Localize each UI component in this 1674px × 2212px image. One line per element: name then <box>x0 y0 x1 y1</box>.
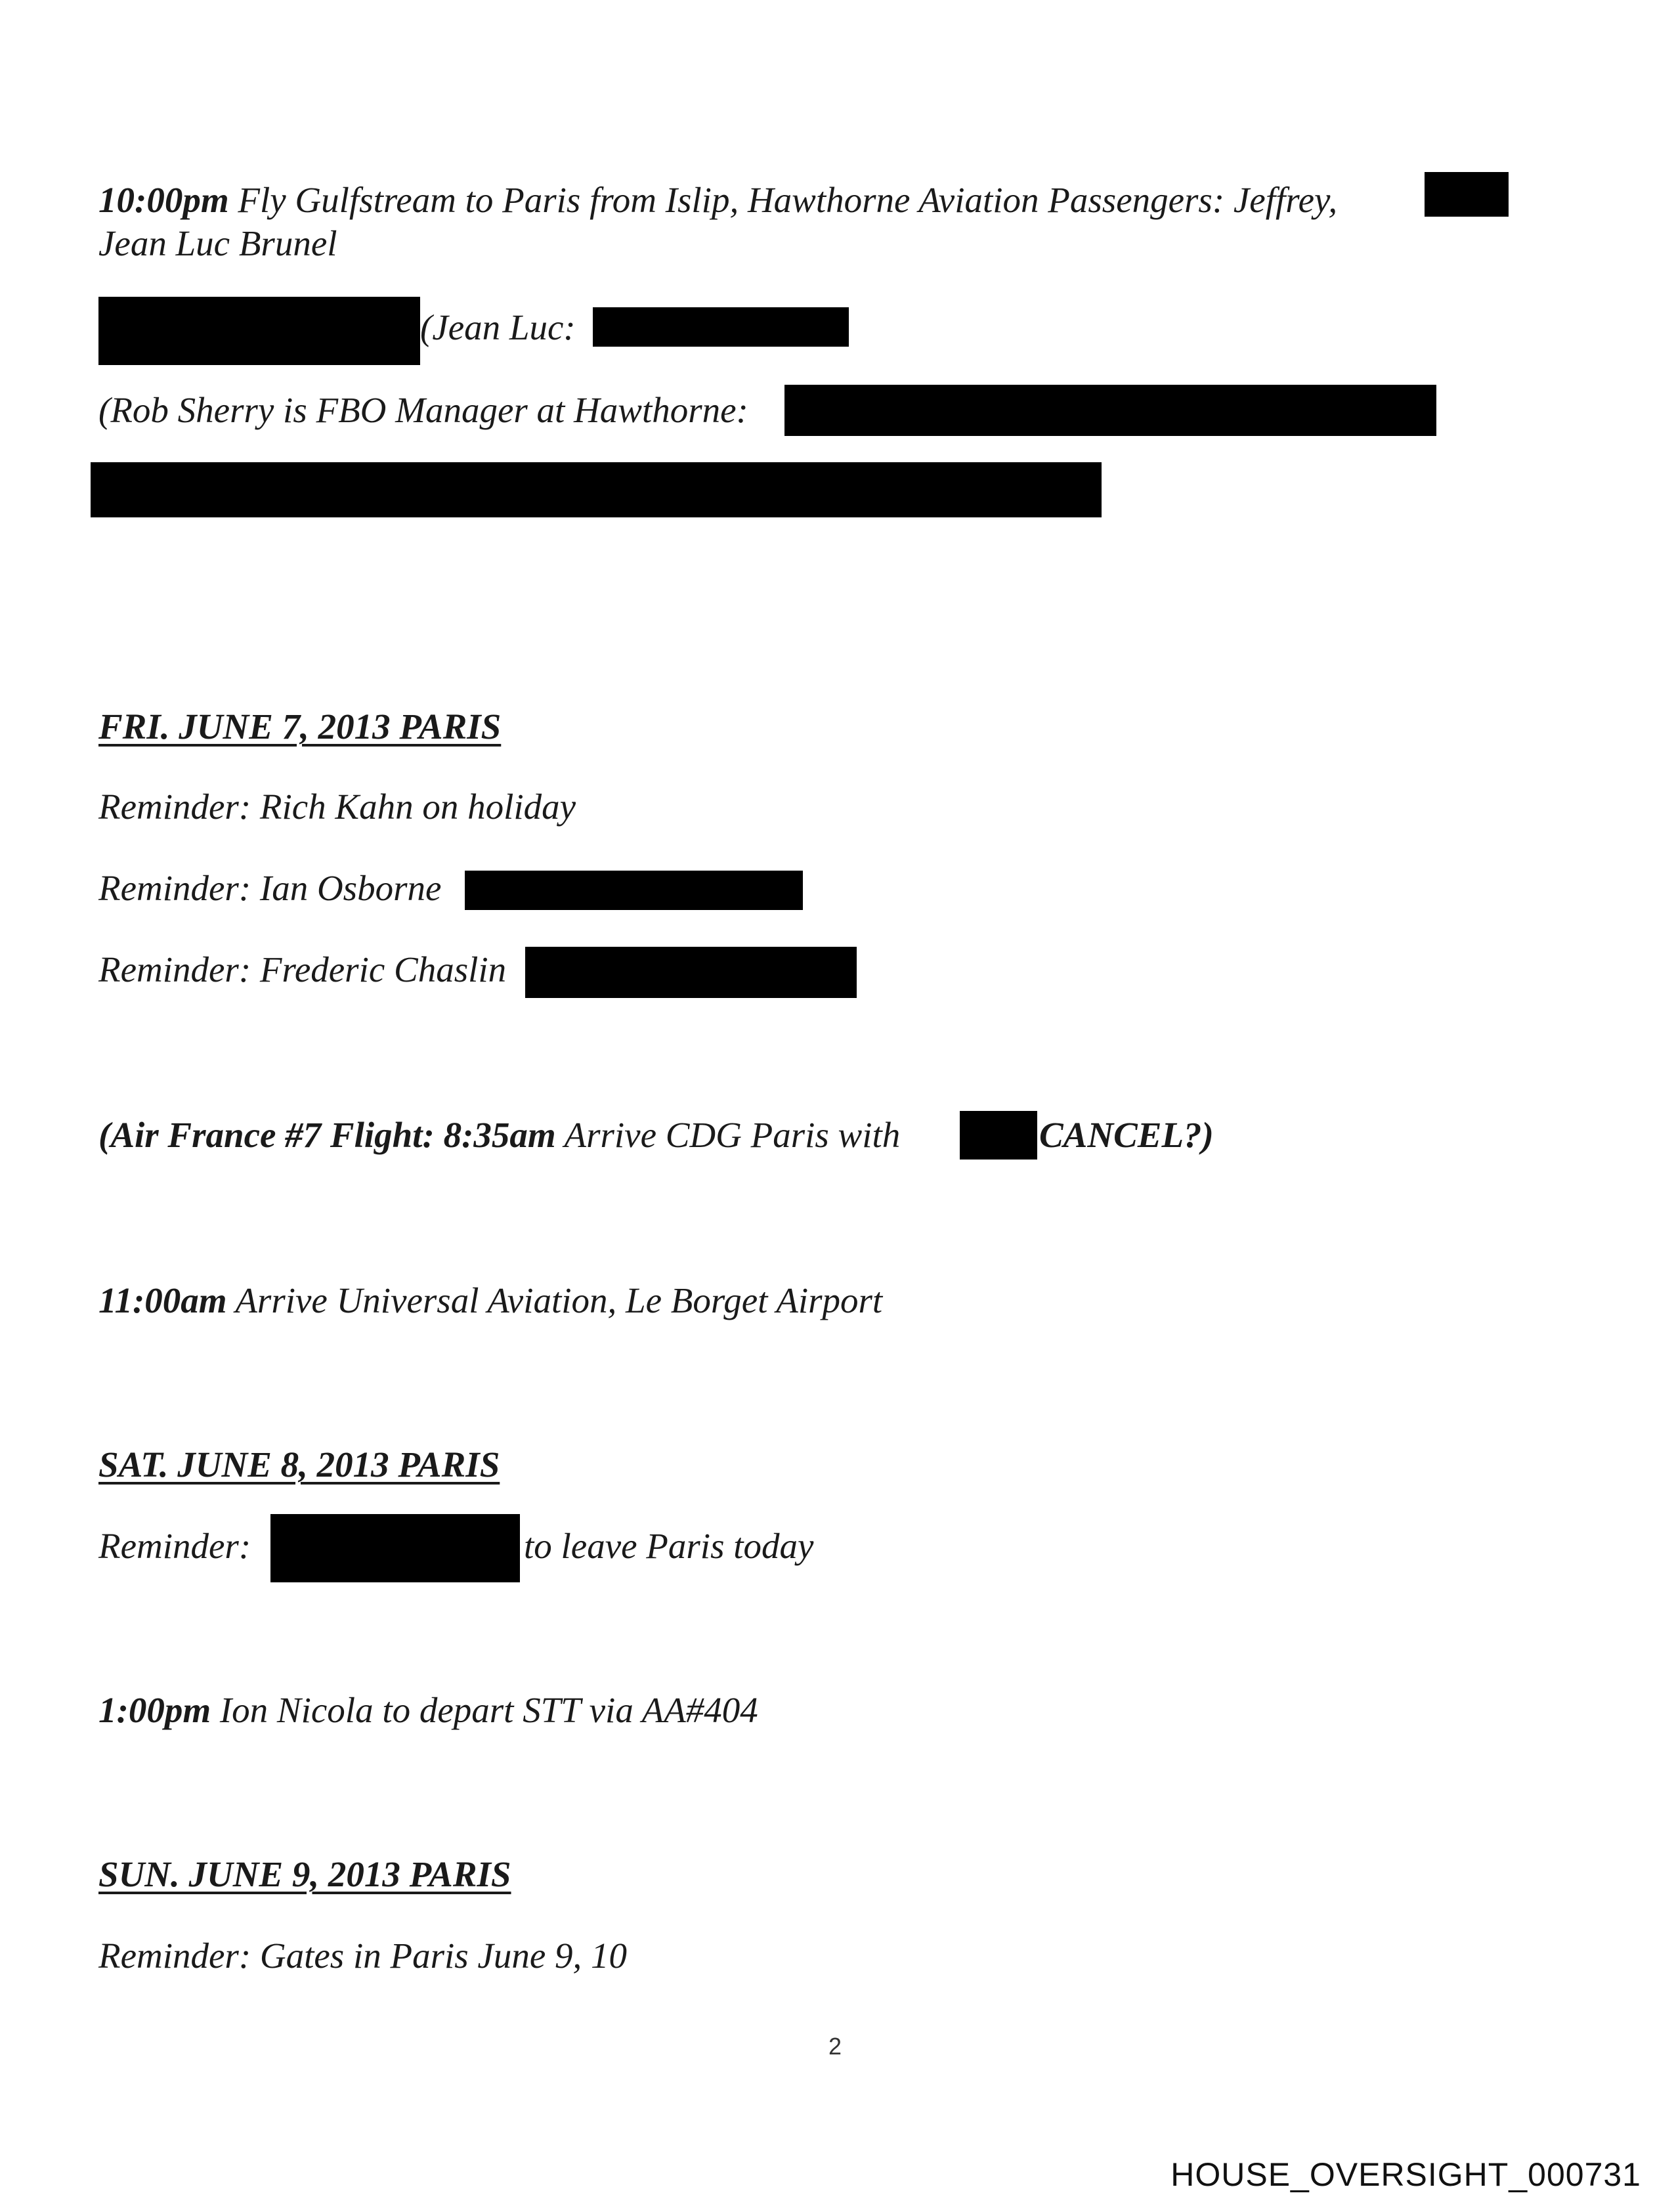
redaction-block <box>98 297 420 365</box>
redaction-block <box>270 1514 520 1582</box>
reminder-saturday-text: to leave Paris today <box>524 1526 814 1566</box>
ion-nicola-time: 1:00pm <box>98 1690 211 1730</box>
page-number: 2 <box>828 2033 842 2060</box>
redaction-block <box>960 1111 1037 1160</box>
flight-entry-continued: Jean Luc Brunel <box>98 223 337 263</box>
arrival-entry <box>98 1279 882 1322</box>
air-france-bold: (Air France #7 Flight: 8:35am <box>98 1115 556 1155</box>
reminder-ian-osborne: Reminder: Ian Osborne <box>98 868 442 908</box>
sunday-heading: SUN. JUNE 9, 2013 PARIS <box>98 1854 511 1894</box>
air-france-text: Arrive CDG Paris with <box>555 1115 901 1155</box>
ion-nicola-entry <box>98 1689 758 1732</box>
flight-time: 10:00pm <box>98 180 229 220</box>
friday-heading: FRI. JUNE 7, 2013 PARIS <box>98 706 502 747</box>
saturday-heading: SAT. JUNE 8, 2013 PARIS <box>98 1444 500 1485</box>
ion-nicola-text: Ion Nicola to depart STT via AA#404 <box>211 1690 758 1730</box>
redaction-block <box>91 462 1102 517</box>
redaction-block <box>593 307 849 347</box>
reminder-frederic-chaslin: Reminder: Frederic Chaslin <box>98 949 507 989</box>
air-france-cancel: CANCEL?) <box>1039 1115 1214 1155</box>
redaction-block <box>525 947 857 998</box>
redaction-block <box>784 385 1436 436</box>
arrival-text: Arrive Universal Aviation, Le Borget Airport <box>226 1280 883 1320</box>
flight-text: Fly Gulfstream to Paris from Islip, Hawthorne Aviation Passengers: Jeffrey, <box>228 180 1338 220</box>
flight-entry <box>98 179 1337 222</box>
bates-number: HOUSE_OVERSIGHT_000731 <box>1170 2156 1641 2193</box>
redaction-block <box>1425 172 1509 217</box>
arrival-time: 11:00am <box>98 1280 227 1320</box>
jean-luc-label: (Jean Luc: <box>420 307 576 347</box>
reminder-gates: Reminder: Gates in Paris June 9, 10 <box>98 1936 627 1976</box>
reminder-rich-kahn: Reminder: Rich Kahn on holiday <box>98 787 576 827</box>
rob-sherry-note: (Rob Sherry is FBO Manager at Hawthorne: <box>98 390 748 430</box>
redaction-block <box>465 871 803 910</box>
air-france-entry <box>98 1114 900 1157</box>
reminder-saturday-label: Reminder: <box>98 1526 251 1566</box>
